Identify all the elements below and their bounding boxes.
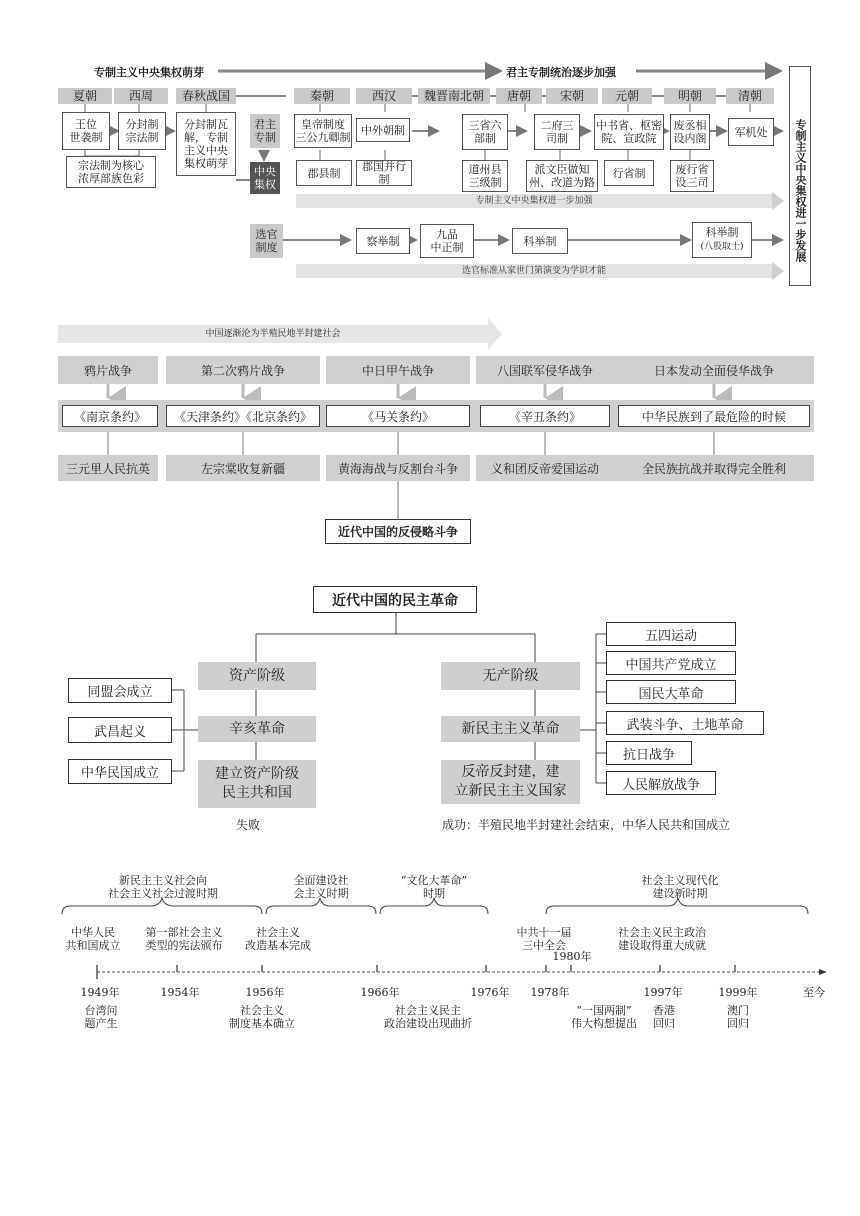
treaty-maguan: 《马关条约》: [326, 405, 470, 427]
treaty-most-dangerous: 中华民族到了最危险的时候: [618, 405, 810, 427]
treaty-xinchou: 《辛丑条约》: [480, 405, 610, 427]
heading-sprout: 专制主义中央集权萌芽: [94, 66, 204, 79]
box-feixing: 废行省 设三司: [670, 160, 714, 192]
year-1954: 1954年: [160, 986, 200, 999]
dynasty-weijin: 魏晋南北朝: [418, 88, 490, 104]
struggle-xinjiang: 左宗棠收复新疆: [166, 455, 320, 481]
armed-struggle-box: 武装斗争、土地革命: [606, 711, 764, 735]
event-democracy: 社会主义民主政治 建设取得重大成就: [618, 926, 706, 952]
event-setback: 社会主义民主 政治建设出现曲折: [384, 1004, 472, 1030]
bourgeoisie-box: 资产阶级: [198, 662, 316, 690]
box-jiupin: 九品 中正制: [420, 224, 474, 258]
roc-founded-box: 中华民国成立: [68, 759, 172, 784]
box-chaju: 察举制: [356, 228, 410, 254]
dynasty-tang: 唐朝: [496, 88, 542, 104]
struggle-boxer: 义和团反帝爱国运动: [476, 455, 614, 481]
keju2-sub: (八股取士): [700, 242, 744, 252]
war-japan-invasion: 日本发动全面侵华战争: [614, 356, 814, 384]
anti-aggression-title: 近代中国的反侵略斗争: [325, 519, 471, 544]
may-fourth-box: 五四运动: [606, 622, 736, 646]
period-modernization: 社会主义现代化 建设新时期: [641, 874, 719, 900]
box-zhongwai: 中外朝制: [356, 118, 410, 142]
box-feicheng: 废丞相 设内阁: [670, 114, 710, 150]
period-transition: 新民主主义社会向 社会主义社会过渡时期: [108, 874, 218, 900]
box-wangwei: 王位 世袭制: [62, 112, 110, 150]
keju2-label: 科举制: [705, 226, 739, 239]
year-1949: 1949年: [80, 986, 120, 999]
anti-japanese-box: 抗日战争: [606, 741, 692, 765]
dynasty-song: 宋朝: [546, 88, 598, 104]
event-one-country: “一国两制” 伟大构想提出: [571, 1004, 637, 1030]
struggle-total-war: 全民族抗战并取得完全胜利: [614, 455, 814, 481]
dynasty-qin: 秦朝: [294, 88, 350, 104]
proletariat-box: 无产阶级: [441, 662, 580, 690]
wuchang-box: 武昌起义: [68, 717, 172, 743]
event-macau: 澳门 回归: [727, 1004, 749, 1030]
national-revolution-box: 国民大革命: [606, 680, 736, 704]
box-fenfeng: 分封制 宗法制: [118, 112, 166, 150]
event-hongkong: 香港 回归: [653, 1004, 675, 1030]
event-constitution: 第一部社会主义 类型的宪法颁布: [145, 926, 223, 952]
year-1966: 1966年: [360, 986, 400, 999]
box-xuanguan: 选官 制度: [250, 224, 283, 258]
box-erfu: 二府三 司制: [534, 114, 580, 150]
war-eight-nation: 八国联军侵华战争: [476, 356, 614, 384]
dynasty-xihan: 西汉: [356, 88, 412, 104]
box-wajie: 分封制瓦 解，专制 主义中央 集权萌芽: [176, 112, 236, 176]
box-sansheng: 三省六 部制: [462, 114, 508, 150]
box-junzhu: 君主 专制: [250, 114, 280, 148]
event-socialist-system: 社会主义 制度基本确立: [229, 1004, 295, 1030]
left-result: 失败: [236, 818, 261, 832]
year-1999: 1999年: [718, 986, 758, 999]
event-transformation: 社会主义 改造基本完成: [245, 926, 311, 952]
year-1997: 1997年: [643, 986, 683, 999]
treaty-nanjing: 《南京条约》: [62, 405, 158, 427]
band-semicolonial-text: 中国逐渐沦为半殖民地半封建社会: [205, 329, 341, 339]
period-cultural-revolution: “文化大革命” 时期: [400, 874, 468, 900]
dynasty-xia: 夏朝: [58, 88, 112, 104]
dynasty-yuan: 元朝: [602, 88, 652, 104]
war-sino-japanese: 中日甲午战争: [326, 356, 470, 384]
dynasty-ming: 明朝: [664, 88, 716, 104]
year-1976: 1976年: [470, 986, 510, 999]
dynasty-xizhou: 西周: [114, 88, 168, 104]
box-zongfa: 宗法制为核心 浓厚部族色彩: [66, 156, 156, 188]
box-junji: 军机处: [728, 118, 774, 146]
heading-strengthen: 君主专制统治逐步加强: [506, 66, 616, 79]
box-keju1: 科举制: [512, 228, 568, 254]
box-huangdi: 皇帝制度 三公九卿制: [294, 114, 352, 148]
year-1956: 1956年: [245, 986, 285, 999]
event-taiwan: 台湾问 题产生: [84, 1004, 118, 1030]
box-daozhou: 道州县 三级制: [462, 160, 508, 192]
box-paiwen: 派文臣做知 州、改道为路: [526, 160, 598, 192]
new-democratic-box: 新民主主义革命: [441, 716, 580, 742]
event-third-plenum: 中共十一届 三中全会: [516, 926, 572, 952]
treaty-tianjin-beijing: 《天津条约》《北京条约》: [166, 405, 320, 427]
struggle-yellow-sea: 黄海海战与反割台斗争: [326, 455, 470, 481]
year-1978: 1978年: [530, 986, 570, 999]
period-construction: 全面建设社 会主义时期: [293, 874, 349, 900]
war-second-opium: 第二次鸦片战争: [166, 356, 320, 384]
democratic-revolution-title: 近代中国的民主革命: [313, 586, 477, 613]
box-xingsheng: 行省制: [604, 160, 654, 186]
band-selection: 选官标准从家世门第演变为学识才能: [296, 264, 772, 278]
year-now: 至今: [803, 986, 825, 999]
right-result: 成功：半殖民地半封建社会结束，中华人民共和国成立: [442, 818, 731, 832]
box-junxian: 郡县制: [296, 160, 352, 186]
war-opium: 鸦片战争: [58, 356, 158, 384]
box-zhongshu: 中书省、枢密 院、宣政院: [594, 114, 664, 150]
new-democratic-state-box: 反帝反封建，建 立新民主主义国家: [441, 760, 580, 804]
tongmenghui-box: 同盟会成立: [68, 678, 172, 703]
dynasty-qing: 清朝: [726, 88, 774, 104]
right-vertical-label: 专制主义中央集权进一步发展: [789, 66, 811, 286]
event-prc-founded: 中华人民 共和国成立: [65, 926, 121, 952]
xinhai-box: 辛亥革命: [198, 716, 316, 742]
struggle-sanyuanli: 三元里人民抗英: [58, 455, 158, 481]
box-zhongyang: 中央 集权: [250, 162, 280, 194]
bourgeois-republic-box: 建立资产阶级 民主共和国: [198, 760, 316, 808]
event-1980: 1980年: [552, 950, 592, 963]
band-centralization: 专制主义中央集权进一步加强: [296, 194, 772, 208]
liberation-war-box: 人民解放战争: [606, 771, 716, 795]
dynasty-chunqiu: 春秋战国: [176, 88, 236, 104]
box-junguo: 郡国并行制: [356, 160, 412, 186]
ccp-founded-box: 中国共产党成立: [606, 651, 736, 675]
